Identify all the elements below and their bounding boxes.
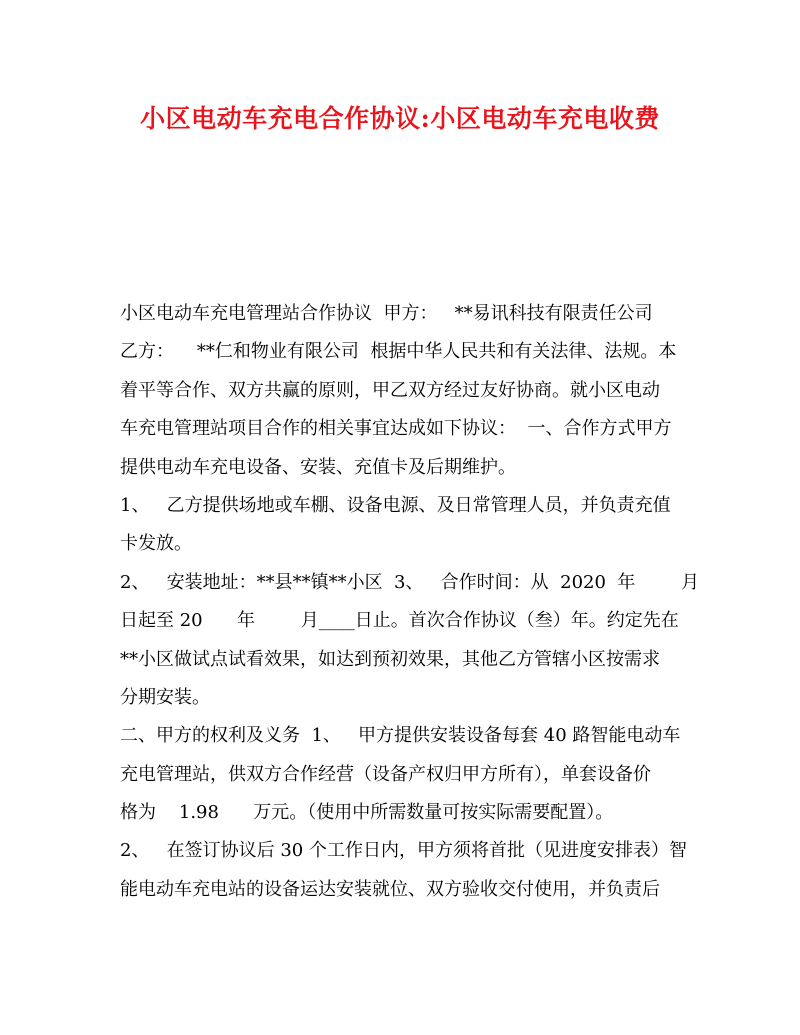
body-line: 着平等合作、双方共赢的原则，甲乙双方经过友好协商。就小区电动: [120, 379, 660, 401]
body-line: 能电动车充电站的设备运达安装就位、双方验收交付使用，并负责后: [120, 878, 660, 900]
document-body: [120, 295, 700, 909]
body-line: 卡发放。: [120, 533, 192, 555]
body-line: 分期安装。: [120, 686, 210, 708]
body-line: **小区做试点试看效果，如达到预初效果，其他乙方管辖小区按需求: [120, 648, 660, 670]
body-line: 提供电动车充电设备、安装、充值卡及后期维护。: [120, 456, 516, 478]
body-line: 1、 乙方提供场地或车棚、设备电源、及日常管理人员，并负责充值: [120, 494, 671, 516]
body-line: 2、 在签订协议后 30 个工作日内，甲方须将首批（见进度安排表）智: [120, 840, 687, 862]
body-line: 二、甲方的权利及义务 1、 甲方提供安装设备每套 40 路智能电动车: [120, 725, 681, 747]
body-line: 小区电动车充电管理站合作协议 甲方： **易讯科技有限责任公司: [120, 303, 653, 324]
body-line: 日起至 20 年 月____日止。首次合作协议（叁）年。约定先在: [120, 610, 679, 632]
body-line: 格为 1.98 万元。（使用中所需数量可按实际需要配置）。: [120, 802, 614, 824]
body-line: 乙方： **仁和物业有限公司 根据中华人民共和有关法律、法规。本: [120, 341, 677, 363]
body-line: 车充电管理站项目合作的相关事宜达成如下协议： 一、合作方式甲方: [120, 418, 672, 440]
document-title: 小区电动车充电合作协议:小区电动车充电收费: [140, 104, 660, 133]
body-line: 充电管理站，供双方合作经营（设备产权归甲方所有），单套设备价: [120, 763, 651, 785]
body-line: 2、 安装地址：**县**镇**小区 3、 合作时间：从 2020 年 月: [120, 571, 700, 593]
